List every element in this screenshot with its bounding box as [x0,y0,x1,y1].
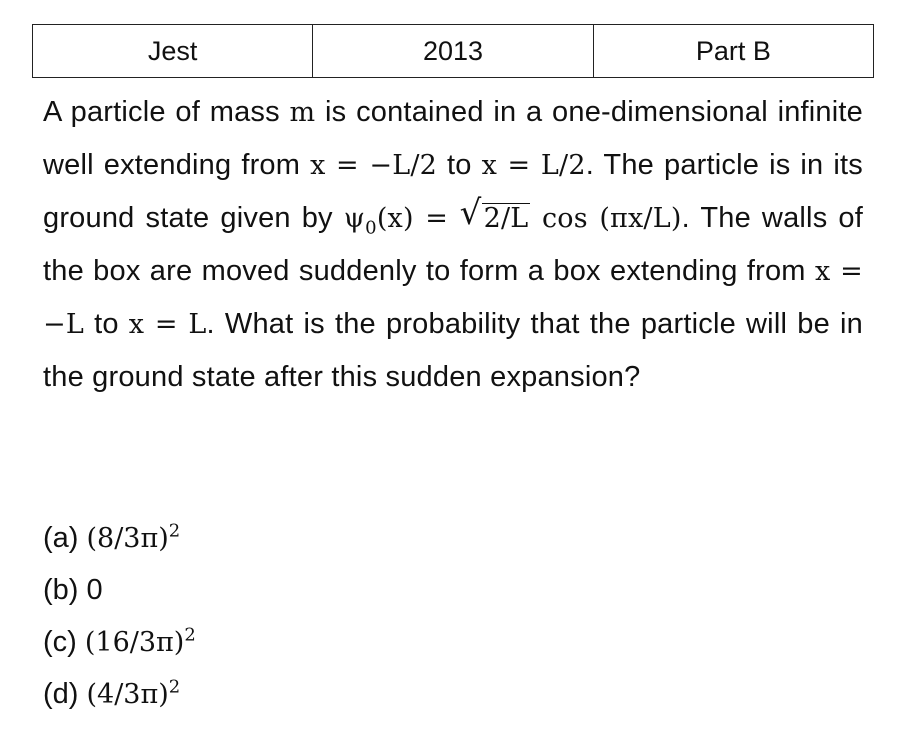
question-segment: . The particle is in its ground state given by [43,149,863,234]
option-math: (4/3π) [86,679,169,710]
option-math: (8/3π) [86,523,169,554]
option-label: (c) [43,626,85,658]
question-segment: A particle of mass [43,96,290,128]
header-year: 2013 [313,25,593,78]
cosine-term: cos (πx/L) [530,203,682,234]
psi-argument: (x) = [376,203,460,234]
question-segment: to [83,308,129,340]
question-segment: . The walls of the box are moved suddenly to form a box extending from [43,202,863,287]
question-segment: to [437,149,482,181]
option-label: (d) [43,678,87,710]
option-exponent: 2 [184,624,196,646]
option-exponent: 2 [168,676,181,698]
option-d[interactable] [43,668,196,720]
math-range: x = L/2 [481,150,586,181]
question-segment: is contained in a one-dimensional infinite well extending from [43,96,863,181]
header-row [33,25,874,78]
psi-symbol: ψ [343,203,366,234]
question-text [43,86,863,403]
math-range: x = −L/2 [310,150,438,181]
square-root [460,193,531,245]
option-a[interactable] [43,512,196,564]
header-part: Part B [593,25,873,78]
question-segment: . What is the probability that the particle will be in the ground state after this sudden expansion? [43,308,863,393]
psi-subscript: 0 [365,217,377,239]
radical-icon: √ [459,193,482,233]
option-label: (b) 0 [43,574,103,606]
math-mass: m [289,97,316,128]
header-table [32,24,874,78]
math-wavefunction [343,193,682,239]
math-range: x = L [128,309,207,340]
answer-options [43,512,196,720]
header-exam: Jest [33,25,313,78]
option-c[interactable] [43,616,196,668]
option-b[interactable] [43,564,196,616]
option-label: (a) [43,522,87,554]
math-range: x = −L [43,256,863,340]
sqrt-content: 2/L [483,203,529,234]
option-math: (16/3π) [84,627,185,658]
option-exponent: 2 [168,520,181,542]
